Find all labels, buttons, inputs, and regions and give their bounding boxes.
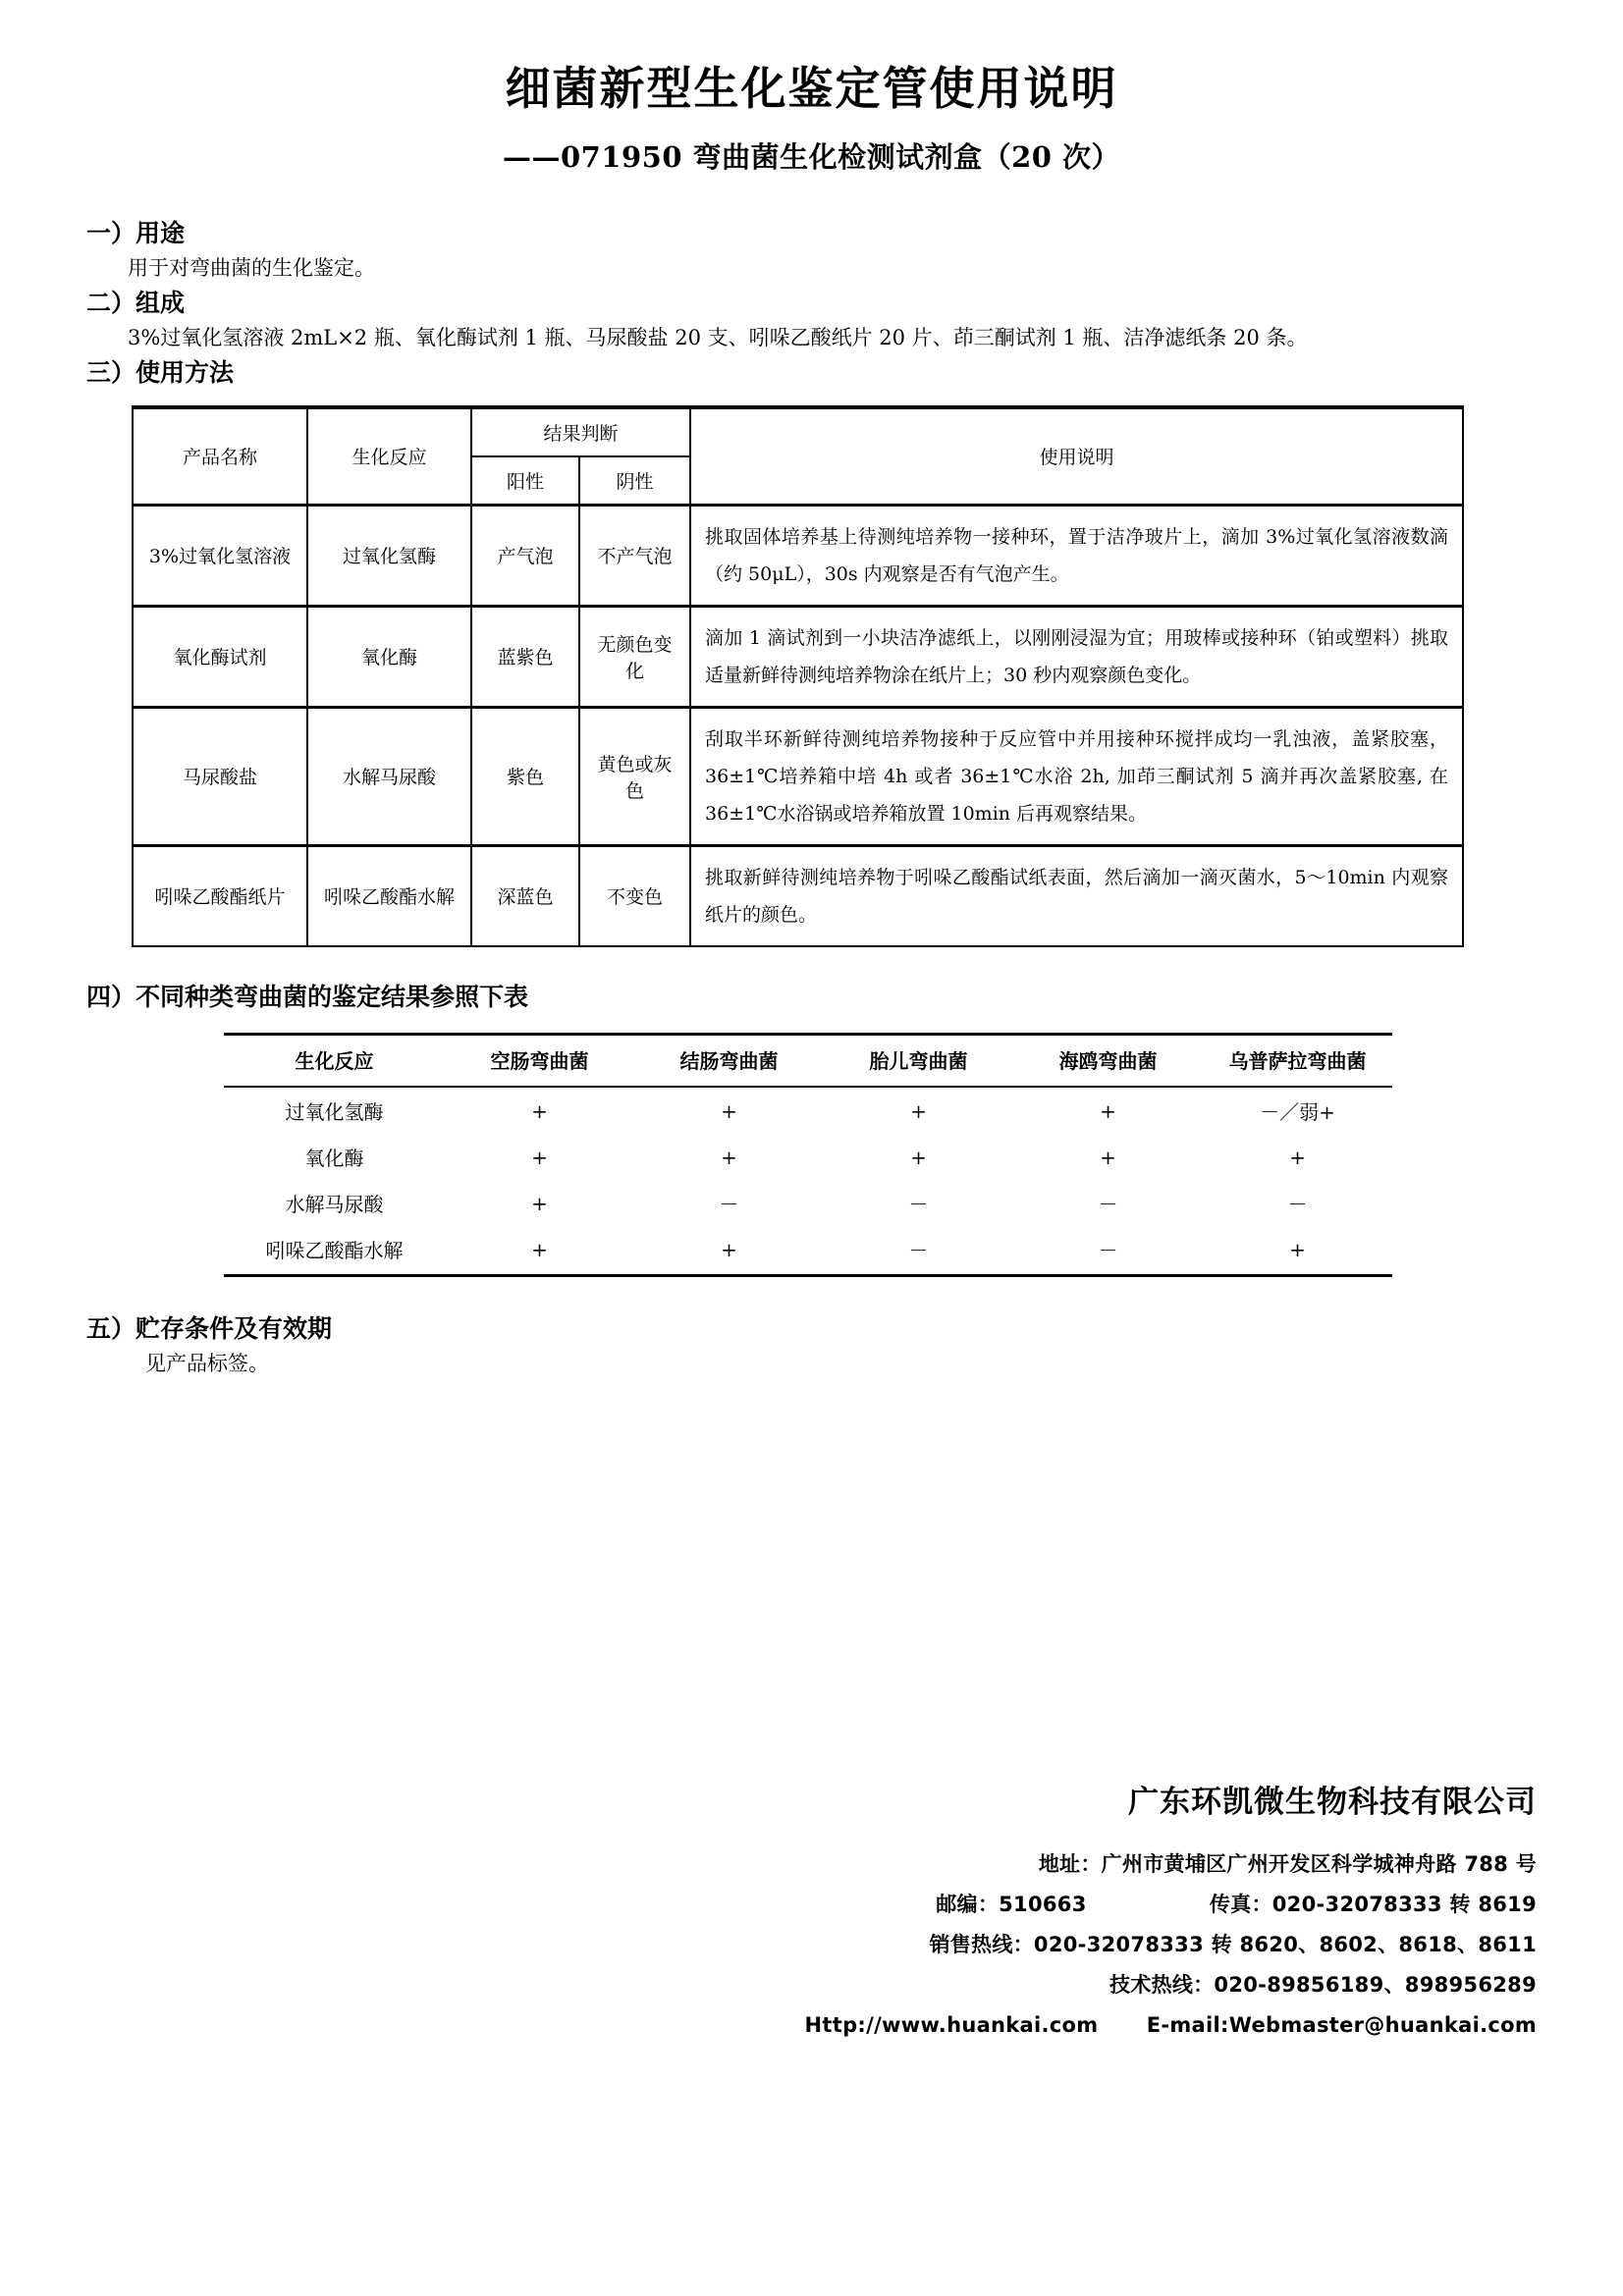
section-body-purpose: 用于对弯曲菌的生化鉴定。 — [128, 255, 375, 280]
page-title: 细菌新型生化鉴定管使用说明 — [505, 62, 1118, 115]
column-header-upsaliensis: 乌普萨拉弯曲菌 — [1203, 1035, 1392, 1088]
contact-postcode-fax — [0, 1885, 1537, 1925]
cell-value: + — [910, 1145, 927, 1169]
section-heading-usage: 三）使用方法 — [86, 358, 235, 388]
section-heading-storage: 五）贮存条件及有效期 — [86, 1314, 333, 1344]
cell-reaction-label: 氧化酶 — [304, 1147, 364, 1171]
cell-reaction: 过氧化氢酶 — [307, 505, 471, 606]
cell-product: 马尿酸盐 — [133, 707, 307, 845]
cell-value: － — [908, 1193, 929, 1217]
cell-value: + — [1289, 1145, 1306, 1169]
column-header-lari: 海鸥弯曲菌 — [1013, 1035, 1203, 1088]
column-header-jejuni: 空肠弯曲菌 — [445, 1035, 634, 1088]
cell-value: － — [719, 1193, 739, 1217]
column-header-result-group: 结果判断 — [471, 407, 690, 456]
column-header-product: 产品名称 — [133, 407, 307, 506]
cell-value: －／弱+ — [1260, 1100, 1335, 1125]
cell-positive: 紫色 — [471, 707, 579, 845]
cell-value: + — [1100, 1145, 1116, 1169]
column-header-fetus: 胎儿弯曲菌 — [824, 1035, 1013, 1088]
usage-table — [132, 405, 1464, 947]
email-link[interactable]: E-mail:Webmaster@huankai.com — [1146, 2012, 1537, 2037]
species-table-header — [224, 1035, 1392, 1088]
table-row — [133, 505, 1463, 606]
section-heading-species: 四）不同种类弯曲菌的鉴定结果参照下表 — [86, 982, 529, 1011]
cell-negative: 无颜色变化 — [579, 606, 690, 707]
cell-reaction-label: 水解马尿酸 — [285, 1193, 384, 1217]
usage-table-header — [133, 407, 1463, 506]
table-row — [224, 1226, 1392, 1276]
cell-positive: 产气泡 — [471, 505, 579, 606]
cell-positive: 蓝紫色 — [471, 606, 579, 707]
cell-value: － — [824, 1226, 1013, 1276]
cell-reaction: 吲哚乙酸酯水解 — [307, 845, 471, 946]
cell-instructions: 滴加 1 滴试剂到一小块洁净滤纸上，以刚刚浸湿为宜；用玻棒或接种环（铂或塑料）挑取适量新鲜待测纯培养物涂在纸片上；30 秒内观察颜色变化。 — [690, 606, 1463, 707]
cell-value: + — [531, 1145, 548, 1169]
column-header-positive: 阳性 — [471, 456, 579, 506]
cell-reaction: 氧化酶 — [307, 606, 471, 707]
cell-negative: 黄色或灰色 — [579, 707, 690, 845]
cell-reaction-label: 吲哚乙酸酯水解 — [224, 1226, 445, 1276]
web-contact-line — [0, 2005, 1537, 2046]
cell-instructions: 挑取固体培养基上待测纯培养物一接种环，置于洁净玻片上，滴加 3%过氧化氢溶液数滴（约 50μL），30s 内观察是否有气泡产生。 — [690, 505, 1463, 606]
column-header-coli: 结肠弯曲菌 — [634, 1035, 824, 1088]
section-body-storage: 见产品标签。 — [145, 1351, 269, 1375]
cell-product: 3%过氧化氢溶液 — [133, 505, 307, 606]
column-header-negative: 阴性 — [579, 456, 690, 506]
table-row — [133, 845, 1463, 946]
cell-value: － — [1013, 1226, 1203, 1276]
species-table-wrapper — [86, 1033, 1537, 1277]
cell-value: + — [1203, 1226, 1392, 1276]
postcode-text: 邮编：510663 — [936, 1892, 1087, 1916]
footer — [0, 1777, 1623, 2046]
species-table — [224, 1033, 1392, 1277]
table-row — [224, 1180, 1392, 1226]
cell-value: + — [531, 1191, 548, 1215]
column-header-reaction: 生化反应 — [224, 1035, 445, 1088]
column-header-instructions: 使用说明 — [690, 407, 1463, 506]
cell-reaction-label: 过氧化氢酶 — [285, 1100, 384, 1125]
cell-instructions: 挑取新鲜待测纯培养物于吲哚乙酸酯试纸表面，然后滴加一滴灭菌水，5～10min 内观察纸片的颜色。 — [690, 845, 1463, 946]
cell-value: － — [1287, 1193, 1308, 1217]
sales-hotline: 销售热线：020-32078333 转 8620、8602、8618、8611 — [929, 1932, 1537, 1956]
cell-reaction: 水解马尿酸 — [307, 707, 471, 845]
table-row — [133, 606, 1463, 707]
section-heading-purpose: 一）用途 — [86, 219, 186, 248]
cell-value: + — [445, 1226, 634, 1276]
cell-product: 吲哚乙酸酯纸片 — [133, 845, 307, 946]
table-row — [224, 1087, 1392, 1134]
cell-value: + — [634, 1226, 824, 1276]
cell-value: + — [721, 1098, 737, 1123]
page-subtitle: ——071950 弯曲菌生化检测试剂盒（20 次） — [502, 139, 1121, 174]
cell-instructions: 刮取半环新鲜待测纯培养物接种于反应管中并用接种环搅拌成均一乳浊液，盖紧胶塞，36±1℃培养箱中培 4h 或者 36±1℃水浴 2h, 加茚三酮试剂 5 滴并再次盖紧胶塞, 在 36±1℃水浴锅或培养箱放置 10min 后再观察结果。 — [690, 707, 1463, 845]
column-header-reaction: 生化反应 — [307, 407, 471, 506]
fax-text: 传真：020-32078333 转 8619 — [1209, 1892, 1537, 1916]
table-row — [224, 1134, 1392, 1180]
website-link[interactable]: Http://www.huankai.com — [804, 2012, 1099, 2037]
section-body-composition: 3%过氧化氢溶液 2mL×2 瓶、氧化酶试剂 1 瓶、马尿酸盐 20 支、吲哚乙酸纸片 20 片、茚三酮试剂 1 瓶、洁净滤纸条 20 条。 — [128, 325, 1308, 349]
usage-table-body — [133, 505, 1463, 946]
cell-product: 氧化酶试剂 — [133, 606, 307, 707]
cell-value: + — [531, 1098, 548, 1123]
cell-negative: 不变色 — [579, 845, 690, 946]
cell-value: + — [1100, 1098, 1116, 1123]
cell-value: + — [721, 1145, 737, 1169]
cell-negative: 不产气泡 — [579, 505, 690, 606]
section-heading-composition: 二）组成 — [86, 289, 186, 318]
cell-positive: 深蓝色 — [471, 845, 579, 946]
cell-value: + — [910, 1098, 927, 1123]
company-name: 广东环凯微生物科技有限公司 — [1128, 1785, 1537, 1820]
cell-value: － — [1098, 1193, 1118, 1217]
table-row — [133, 707, 1463, 845]
species-table-body — [224, 1087, 1392, 1276]
usage-table-wrapper — [86, 405, 1537, 947]
tech-hotline: 技术热线：020-89856189、898956289 — [1109, 1972, 1537, 1997]
company-address: 地址：广州市黄埔区广州开发区科学城神舟路 788 号 — [1038, 1852, 1537, 1876]
